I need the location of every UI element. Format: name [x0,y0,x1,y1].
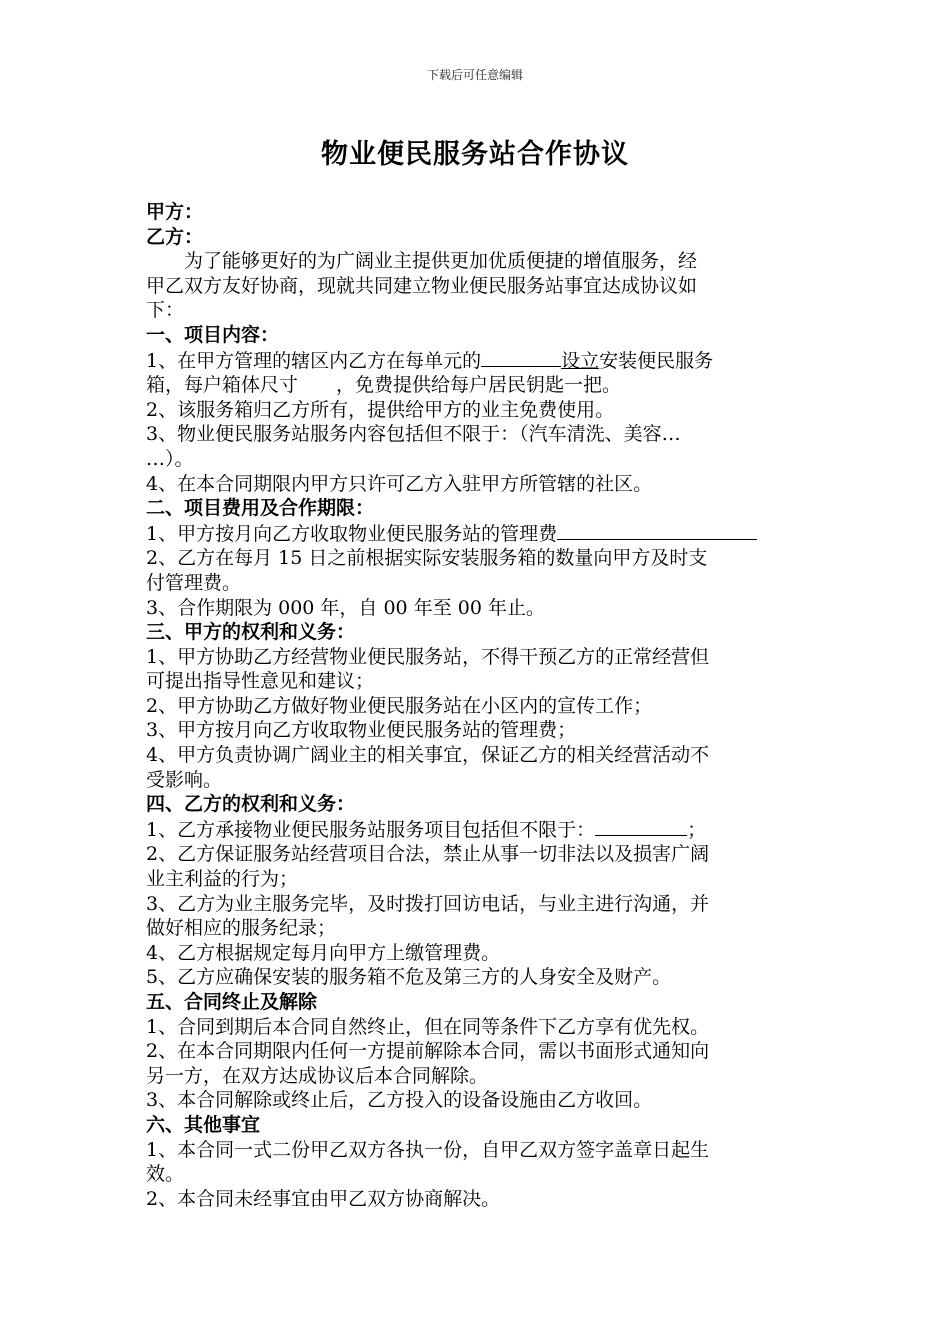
fill-in-blank [595,817,687,836]
clause-line: 3、甲方按月向乙方收取物业便民服务站的管理费； [146,719,577,742]
clause-line: 业主利益的行为； [146,868,299,891]
fill-in-blank [481,348,561,367]
clause-line: 2、乙方保证服务站经营项目合法，禁止从事一切非法以及损害广阔 [146,843,710,866]
clause-line: 2、甲方协助乙方做好物业便民服务站在小区内的宣传工作； [146,694,653,717]
clause-line: 3、乙方为业主服务完毕，及时拨打回访电话，与业主进行沟通，并 [146,892,710,915]
clause-line: 1、合同到期后本合同自然终止，但在同等条件下乙方享有优先权。 [146,1015,710,1038]
clause-text: 1、在甲方管理的辖区内乙方在每单元的 [146,349,482,372]
intro-line: 为了能够更好的为广阔业主提供更加优质便捷的增值服务，经 [184,250,698,273]
section-heading: 二、项目费用及合作期限： [146,497,375,520]
clause-line: 效。 [146,1163,185,1186]
fill-in-blank [557,521,757,540]
clause-line: 4、乙方根据规定每月向甲方上缴管理费。 [146,941,501,964]
clause-line [146,348,810,374]
section-heading: 四、乙方的权利和义务： [146,793,356,816]
clause-line: 2、在本合同期限内任何一方提前解除本合同，需以书面形式通知向 [146,1040,710,1063]
intro-line: 甲乙双方友好协商，现就共同建立物业便民服务站事宜达成协议如 [146,274,698,297]
clause-line: 2、本合同未经事宜由甲乙双方协商解决。 [146,1187,501,1210]
clause-line: 4、在本合同期限内甲方只许可乙方入驻甲方所管辖的社区。 [146,472,653,495]
clause-text: 1、乙方承接物业便民服务站服务项目包括但不限于： [146,818,596,841]
clause-line: 做好相应的服务纪录； [146,917,337,940]
section-heading: 一、项目内容： [146,323,280,346]
clause-line: 1、本合同一式二份甲乙双方各执一份，自甲乙双方签字盖章日起生 [146,1138,710,1161]
clause-line: 3、本合同解除或终止后，乙方投入的设备设施由乙方收回。 [146,1089,653,1112]
clause-line: 2、该服务箱归乙方所有，提供给甲方的业主免费使用。 [146,398,615,421]
clause-line: 5、乙方应确保安装的服务箱不危及第三方的人身安全及财产。 [146,966,672,989]
section-heading: 三、甲方的权利和义务： [146,621,356,644]
clause-line: 1、甲方协助乙方经营物业便民服务站，不得干预乙方的正常经营但 [146,645,710,668]
section-heading: 五、合同终止及解除 [146,991,318,1013]
clause-line [146,817,810,843]
header-note: 下载后可任意编辑 [426,68,523,82]
party-b-label: 乙方： [146,225,204,248]
clause-text: 1、甲方按月向乙方收取物业便民服务站的管理费 [146,522,558,545]
intro-line: 下： [146,299,185,322]
clause-line: 4、甲方负责协调广阔业主的相关事宜，保证乙方的相关经营活动不 [146,744,710,767]
party-a-label: 甲方： [146,201,204,223]
clause-line: 受影响。 [146,768,223,791]
clause-line [146,521,810,547]
clause-line: 另一方，在双方达成协议后本合同解除。 [146,1064,489,1087]
clause-line: 3、物业便民服务站服务内容包括但不限于：（汽车清洗、美容… [146,423,681,446]
clause-line: 可提出指导性意见和建议； [146,670,375,693]
section-heading: 六、其他事宜 [146,1113,261,1136]
clause-text: ； [687,818,707,841]
clause-line: …）。 [146,447,194,470]
clause-line: 付管理费。 [146,571,242,594]
underlined-word: 设立 [561,349,600,372]
clause-line: 箱，每户箱体尺寸 ，免费提供给每户居民钥匙一把。 [146,374,622,397]
clause-line: 2、乙方在每月 15 日之前根据实际安装服务箱的数量向甲方及时支 [146,547,708,570]
clause-text: 安装便民服务 [599,349,714,372]
document-title: 物业便民服务站合作协议 [321,139,629,170]
document-body [146,200,810,1211]
clause-line: 3、合作期限为 000 年，自 00 年至 00 年止。 [146,596,545,619]
